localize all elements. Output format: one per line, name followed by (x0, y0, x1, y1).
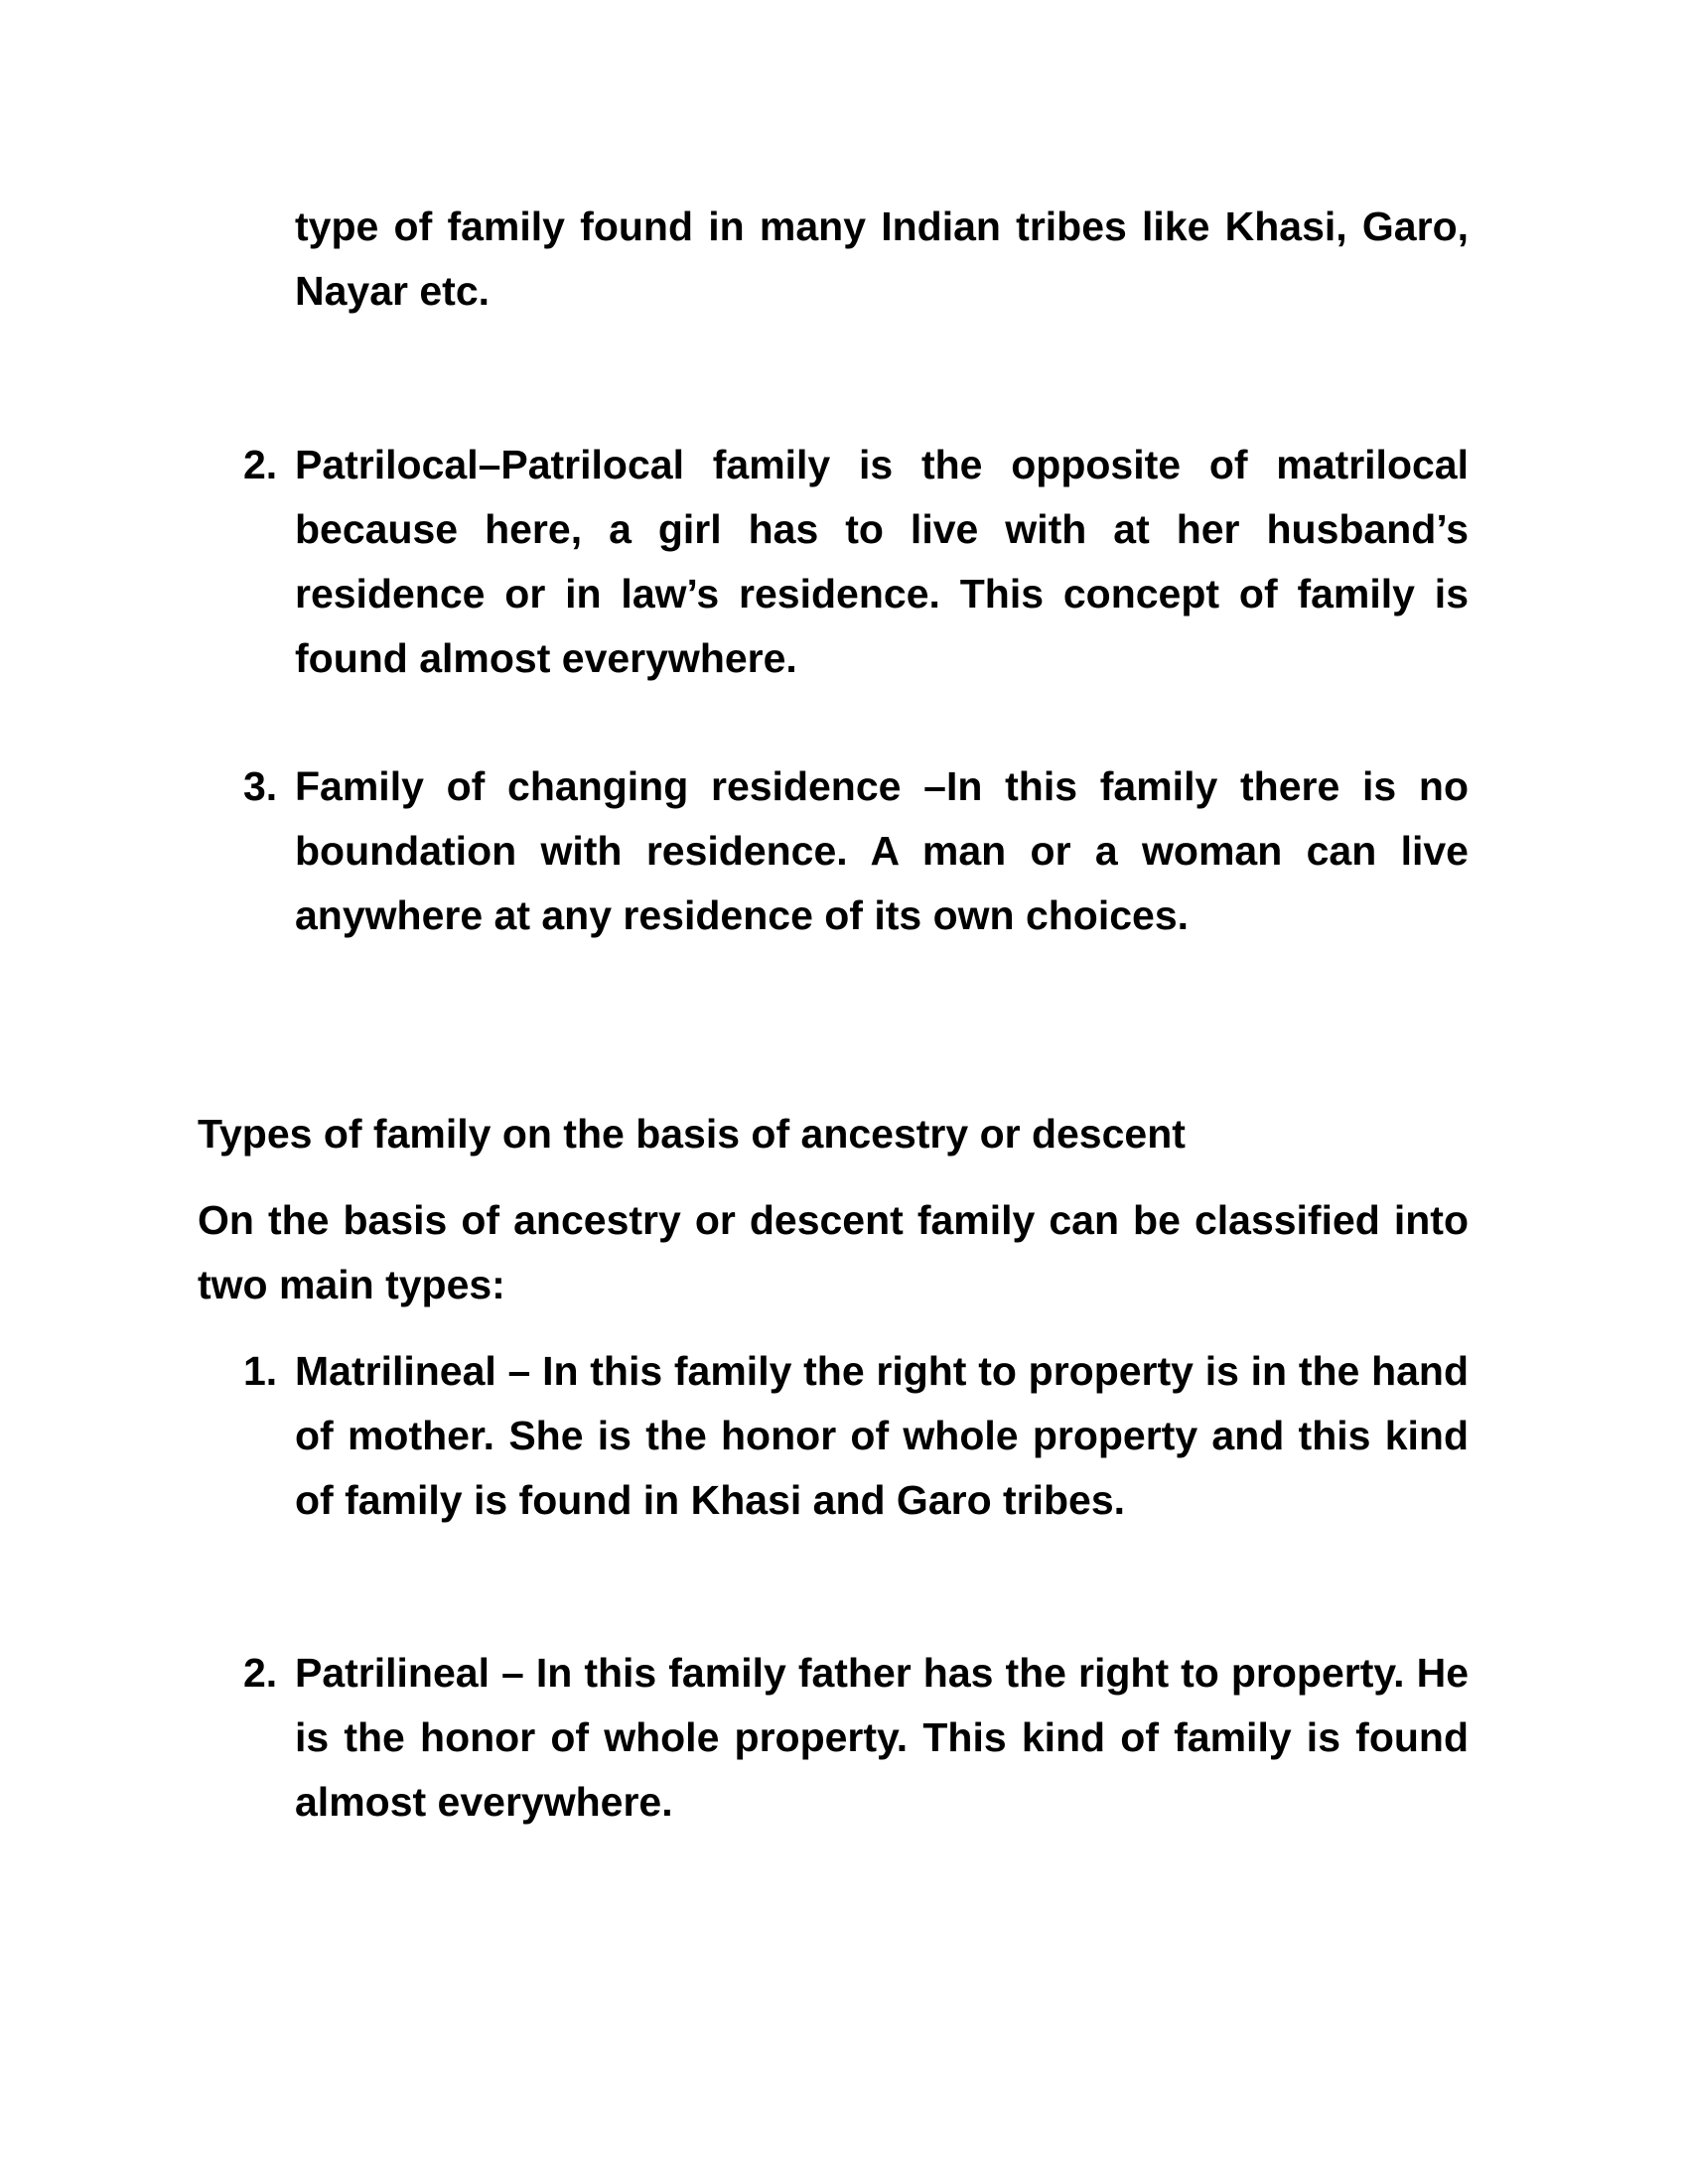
intro-paragraph: On the basis of ancestry or descent family can be classified into two main types: (198, 1197, 1469, 1307)
list-item-number: 3. (243, 763, 278, 809)
list-item-text: Family of changing residence –In this family there is no boundation with residence. A man or a woman can live anywhere at any residence of its own choices. (295, 763, 1469, 938)
list-item-number: 1. (243, 1348, 278, 1394)
list-item-number: 2. (243, 442, 278, 487)
list-item-text: Patrilocal–Patrilocal family is the opposite of matrilocal because here, a girl has to live with at her husband’s residence or in law’s residence. This concept of family is found almost everywhere. (295, 442, 1469, 681)
continuation-paragraph: type of family found in many Indian tribes like Khasi, Garo, Nayar etc. (295, 204, 1469, 314)
list-item-text: Matrilineal – In this family the right to property is in the hand of mother. She is the honor of whole property and this kind of family is found in Khasi and Garo tribes. (295, 1348, 1469, 1523)
list-item-text: Patrilineal – In this family father has the right to property. He is the honor of whole property. This kind of family is found almost everywhere. (295, 1650, 1469, 1825)
list-item-number: 2. (243, 1650, 278, 1696)
section-heading: Types of family on the basis of ancestry or descent (198, 1111, 1186, 1157)
